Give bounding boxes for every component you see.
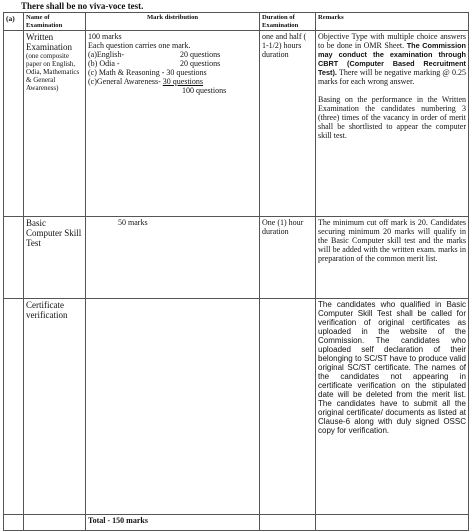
empty-cell bbox=[24, 515, 86, 531]
exam-name: Certificate verification bbox=[26, 300, 68, 320]
table-header-row bbox=[4, 13, 469, 31]
remarks-cell: The minimum cut off mark is 20. Candidates securing minimum 20 marks will qualify in the Basic Computer skill test and the marks will be added with the written exam. marks in preparation of the common merit list. bbox=[316, 217, 469, 299]
header-marks: Mark distribution bbox=[86, 13, 260, 31]
section-label: (a) bbox=[4, 13, 24, 31]
exam-name: Basic Computer Skill Test bbox=[26, 218, 82, 248]
empty-cell bbox=[4, 31, 24, 217]
empty-cell bbox=[4, 299, 24, 515]
table-row-computer-test bbox=[4, 217, 469, 299]
remarks-cell bbox=[316, 31, 469, 217]
exam-subjects: (one composite paper on English, Odia, Mathematics & General Awareness) bbox=[26, 52, 80, 92]
empty-cell bbox=[316, 515, 469, 531]
intro-text: There shall be no viva-voce test. bbox=[21, 1, 144, 11]
table-total-row bbox=[4, 515, 469, 531]
exam-scheme-table bbox=[3, 12, 469, 531]
marks-cell bbox=[86, 299, 260, 515]
marks-sum: 100 questions bbox=[182, 86, 227, 95]
marks-total: 100 marks bbox=[88, 32, 122, 41]
duration-cell: One (1) hour duration bbox=[260, 217, 316, 299]
remarks-bold-text: The Commission may conduct the examination through CBRT (Computer Based Recruitment Test). bbox=[318, 41, 467, 77]
exam-name-cell bbox=[24, 217, 86, 299]
empty-cell bbox=[4, 515, 24, 531]
duration-cell bbox=[260, 299, 316, 515]
marks-item: (b) Odia - 20 questions bbox=[88, 59, 221, 68]
header-name: Name of Examination bbox=[24, 13, 86, 31]
marks-item: (c) Math & Reasoning - 30 questions bbox=[88, 68, 207, 77]
exam-name-cell bbox=[24, 299, 86, 515]
empty-cell bbox=[4, 217, 24, 299]
table-row-certificate bbox=[4, 299, 469, 515]
remarks-cell: The candidates who qualified in Basic Computer Skill Test shall be called for verification of original certificates as uploaded in the website of the Commission. The candidates who uploaded self declaration of their belonging to SC/ST have to produce valid original SC/ST certificate. The names of the candidates not appearing in certificate verification on the stipulated date will be deleted from the merit list. The candidates have to submit all the original certificate/ documents as listed at Clause-6 along with duly signed OSSC copy for verification. bbox=[316, 299, 469, 515]
marks-total: 50 marks bbox=[118, 218, 148, 227]
remarks-text: Basing on the performance in the Written Examination the candidates numbering 3 (three) times of the vacancy in order of merit shall be shortlisted to appear the computer skill test. bbox=[318, 95, 466, 140]
remarks-text: There will be negative marking @ 0.25 marks for each wrong answer. bbox=[318, 68, 466, 86]
exam-name-cell bbox=[24, 31, 86, 217]
empty-cell bbox=[260, 515, 316, 531]
exam-name: Written Examination bbox=[26, 32, 72, 52]
marks-cell bbox=[86, 217, 260, 299]
marks-cell bbox=[86, 31, 260, 217]
remarks-text: Objective Type with multiple choice answers to be done in OMR Sheet. bbox=[318, 32, 466, 50]
marks-note: Each question carries one mark. bbox=[88, 41, 191, 50]
table-row-written bbox=[4, 31, 469, 217]
header-remarks: Remarks bbox=[316, 13, 469, 31]
duration-cell: one and half ( 1-1/2) hours duration bbox=[260, 31, 316, 217]
marks-item: (c)General Awareness- 30 questions bbox=[88, 77, 204, 86]
header-duration: Duration of Examination bbox=[260, 13, 316, 31]
marks-item: (a)English- 20 questions bbox=[88, 50, 221, 59]
total-marks: Total - 150 marks bbox=[86, 515, 260, 531]
